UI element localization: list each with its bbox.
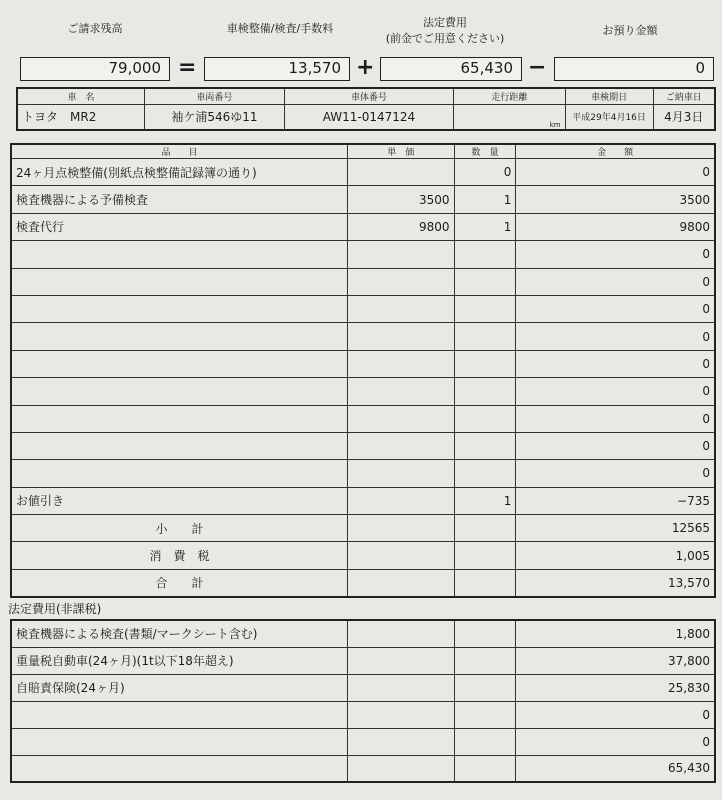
unit-price <box>347 432 454 459</box>
legal-fees-total-row <box>11 755 715 782</box>
item-name: 24ヶ月点検整備(別紙点検整備記録簿の通り) <box>11 159 347 186</box>
subtotal-value: 12565 <box>516 515 715 542</box>
fee-amount: 25,830 <box>516 674 715 701</box>
amount: 0 <box>516 460 715 487</box>
header-quantity: 数 量 <box>454 144 516 159</box>
deposit-box: 0 <box>554 57 714 81</box>
quantity <box>454 241 516 268</box>
table-row <box>11 620 715 647</box>
items-table <box>10 143 716 598</box>
delivery-date: 4月3日 <box>653 104 715 130</box>
amount: 0 <box>516 268 715 295</box>
legal-fees-table <box>10 619 716 783</box>
quantity <box>454 323 516 350</box>
fee-amount: 0 <box>516 701 715 728</box>
quantity: 1 <box>454 487 516 514</box>
item-name <box>11 378 347 405</box>
deposit-label: お預り金額 <box>602 24 658 37</box>
plate-number: 袖ケ浦546ゆ11 <box>145 104 285 130</box>
vehicle-data-row <box>17 104 715 130</box>
unit-price <box>347 268 454 295</box>
maintenance-label: 車検整備/検査/手数料 <box>226 22 334 35</box>
item-name <box>11 350 347 377</box>
table-row <box>11 241 715 268</box>
unit-price <box>347 350 454 377</box>
amount: 0 <box>516 432 715 459</box>
table-row <box>11 186 715 213</box>
items-header-row <box>11 144 715 159</box>
item-name <box>11 432 347 459</box>
amount: −735 <box>516 487 715 514</box>
total-value: 13,570 <box>516 569 715 596</box>
car-name: トヨタ MR2 <box>17 104 145 130</box>
amount: 0 <box>516 241 715 268</box>
table-row <box>11 268 715 295</box>
table-row <box>11 460 715 487</box>
table-row <box>11 432 715 459</box>
chassis-number: AW11-0147124 <box>284 104 453 130</box>
total-label: 合 計 <box>11 569 347 596</box>
quantity <box>454 378 516 405</box>
quantity <box>454 405 516 432</box>
table-row <box>11 213 715 240</box>
item-name: お値引き <box>11 487 347 514</box>
amount: 0 <box>516 323 715 350</box>
plus-sign: + <box>356 55 375 80</box>
table-row <box>11 674 715 701</box>
quantity <box>454 268 516 295</box>
header-amount: 金 額 <box>516 144 715 159</box>
item-name <box>11 405 347 432</box>
unit-price: 9800 <box>347 213 454 240</box>
header-delivery: ご納車日 <box>653 88 715 104</box>
amount: 3500 <box>516 186 715 213</box>
quantity: 1 <box>454 213 516 240</box>
unit-price <box>347 241 454 268</box>
quantity <box>454 295 516 322</box>
table-row <box>11 701 715 728</box>
amount: 0 <box>516 159 715 186</box>
quantity <box>454 460 516 487</box>
vehicle-info-table <box>16 87 716 131</box>
unit-price <box>347 487 454 514</box>
tax-value: 1,005 <box>516 542 715 569</box>
item-name: 検査機器による予備検査 <box>11 186 347 213</box>
header-unit-price: 単 価 <box>347 144 454 159</box>
quantity <box>454 432 516 459</box>
legal-label-line2: (前金でご用意ください) <box>385 32 505 45</box>
table-row <box>11 295 715 322</box>
header-chassis: 車体番号 <box>284 88 453 104</box>
header-item: 品 目 <box>11 144 347 159</box>
tax-label: 消 費 税 <box>11 542 347 569</box>
fee-amount: 37,800 <box>516 647 715 674</box>
legal-box: 65,430 <box>380 57 522 81</box>
fee-name <box>11 701 348 728</box>
fee-amount: 1,800 <box>516 620 715 647</box>
header-mileage: 走行距離 <box>454 88 565 104</box>
item-name <box>11 295 347 322</box>
item-name <box>11 268 347 295</box>
inspection-due: 平成29年4月16日 <box>565 104 653 130</box>
unit-price <box>347 295 454 322</box>
mileage-unit: km <box>454 104 565 130</box>
legal-fees-title: 法定費用(非課税) <box>8 602 102 616</box>
item-name <box>11 323 347 350</box>
fee-name: 検査機器による検査(書類/マークシート含む) <box>11 620 348 647</box>
balance-label: ご請求残高 <box>67 22 123 35</box>
table-row <box>11 487 715 514</box>
amount: 0 <box>516 350 715 377</box>
unit-price <box>347 323 454 350</box>
table-row <box>11 647 715 674</box>
subtotal-row <box>11 515 715 542</box>
table-row <box>11 728 715 755</box>
fee-amount: 0 <box>516 728 715 755</box>
tax-row <box>11 542 715 569</box>
legal-fees-total: 65,430 <box>516 755 715 782</box>
item-name <box>11 460 347 487</box>
quantity <box>454 350 516 377</box>
unit-price <box>347 159 454 186</box>
header-car-name: 車 名 <box>17 88 145 104</box>
item-name <box>11 241 347 268</box>
amount: 0 <box>516 405 715 432</box>
balance-box: 79,000 <box>20 57 170 81</box>
amount: 9800 <box>516 213 715 240</box>
table-row <box>11 323 715 350</box>
subtotal-label: 小 計 <box>11 515 347 542</box>
unit-price <box>347 405 454 432</box>
item-name: 検査代行 <box>11 213 347 240</box>
table-row <box>11 350 715 377</box>
table-row <box>11 405 715 432</box>
amount: 0 <box>516 295 715 322</box>
legal-label-line1: 法定費用 <box>423 16 467 29</box>
fee-name <box>11 728 348 755</box>
vehicle-header-row <box>17 88 715 104</box>
table-row <box>11 378 715 405</box>
fee-name: 重量税自動車(24ヶ月)(1t以下18年超え) <box>11 647 348 674</box>
unit-price: 3500 <box>347 186 454 213</box>
table-row <box>11 159 715 186</box>
header-plate: 車両番号 <box>145 88 285 104</box>
maintenance-box: 13,570 <box>204 57 350 81</box>
fee-name: 自賠責保険(24ヶ月) <box>11 674 348 701</box>
amount: 0 <box>516 378 715 405</box>
equals-sign: = <box>178 55 197 80</box>
quantity: 1 <box>454 186 516 213</box>
header-inspection-due: 車検期日 <box>565 88 653 104</box>
minus-sign: − <box>528 55 547 80</box>
quantity: 0 <box>454 159 516 186</box>
total-row <box>11 569 715 596</box>
unit-price <box>347 460 454 487</box>
unit-price <box>347 378 454 405</box>
